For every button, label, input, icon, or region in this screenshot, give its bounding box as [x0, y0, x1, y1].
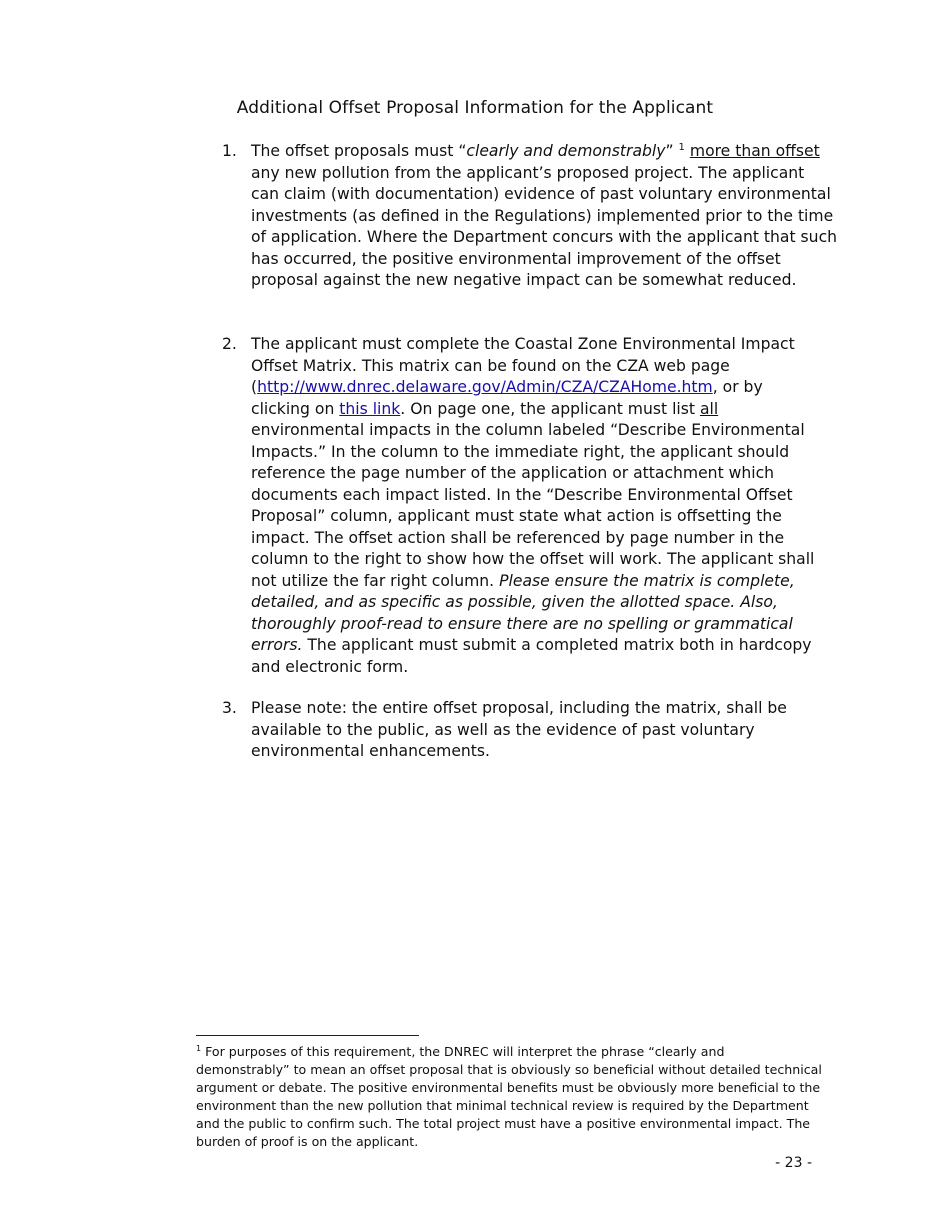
underlined-text: more than offset: [689, 142, 820, 160]
emphasis-text: Please ensure the matrix is complete,: [499, 571, 795, 590]
footnote-separator: [196, 1035, 419, 1036]
page-title: Additional Offset Proposal Information for the Applicant: [236, 98, 714, 118]
page-number: - 23 -: [775, 1155, 812, 1171]
matrix-link[interactable]: this link: [339, 399, 401, 418]
cza-homepage-link[interactable]: http://www.dnrec.delaware.gov/Admin/CZA/CZAHome.htm: [257, 378, 713, 396]
item-number: 3.: [222, 699, 237, 717]
footnote: $^1$ For purposes of this requirement, the DNREC will interpret the phrase “clearly and demonstrably” to mean an offset proposal that is obviously so beneficial without detailed technical argument or debate. The positive environmental benefits must be obviously more beneficial to the environment than the new pollution that minimal technical review is required by the Department and the public to confirm such. The total project must have a positive environmental impact. The burden of proof is on the applicant.: [196, 1044, 822, 1149]
emphasis-text: detailed, and as specific as possible, given the allotted space. Also,: [251, 593, 778, 611]
footnote-reference[interactable]: 1: [678, 142, 685, 153]
emphasis-text: errors.: [251, 636, 303, 654]
item-body: The offset proposals must “clearly and demonstrably” $^1$ more than offset any new pollution from the applicant’s proposed project. The applicant can claim (with documentation) evidence of past voluntary environmental investments (as defined in the Regulations) implemented prior to the time of application. Where the Department concurs with the applicant that such has occurred, the positive environmental improvement of the offset proposal against the new negative impact can be somewhat reduced.: [251, 142, 838, 289]
item-body: The applicant must complete the Coastal Zone Environmental Impact Offset Matrix. This matrix can be found on the CZA web page (http://www.dnrec.delaware.gov/Admin/CZA/CZAHome.htm, or by clicking on this link. On page one, the applicant must list all environmental impacts in the column labeled “Describe Environmental Impacts.” In the column to the immediate right, the applicant should reference the page number of the application or attachment which documents each impact listed. In the “Describe Environmental Offset Proposal” column, applicant must state what action is offsetting the impact. The offset action shall be referenced by page number in the column to the right to show how the offset will work. The applicant shall not utilize the far right column. Please ensure the matrix is complete, detailed, and as specific as possible, given the allotted space. Also, thoroughly proof-read to ensure there are no spelling or grammatical errors. The applicant must submit a completed matrix both in hardcopy and electronic form.: [251, 334, 819, 678]
footnote-marker: 1: [196, 1044, 202, 1053]
emphasis-text: clearly and demonstrably: [466, 142, 666, 160]
item-body: Please note: the entire offset proposal, including the matrix, shall be available to the public, as well as the evidence of past voluntary environmental enhancements.: [251, 699, 787, 760]
item-number: 2.: [222, 335, 237, 353]
underlined-text: all: [699, 399, 719, 418]
item-number: 1.: [222, 142, 237, 160]
emphasis-text: thoroughly proof-read to ensure there are no spelling or grammatical: [251, 614, 793, 633]
